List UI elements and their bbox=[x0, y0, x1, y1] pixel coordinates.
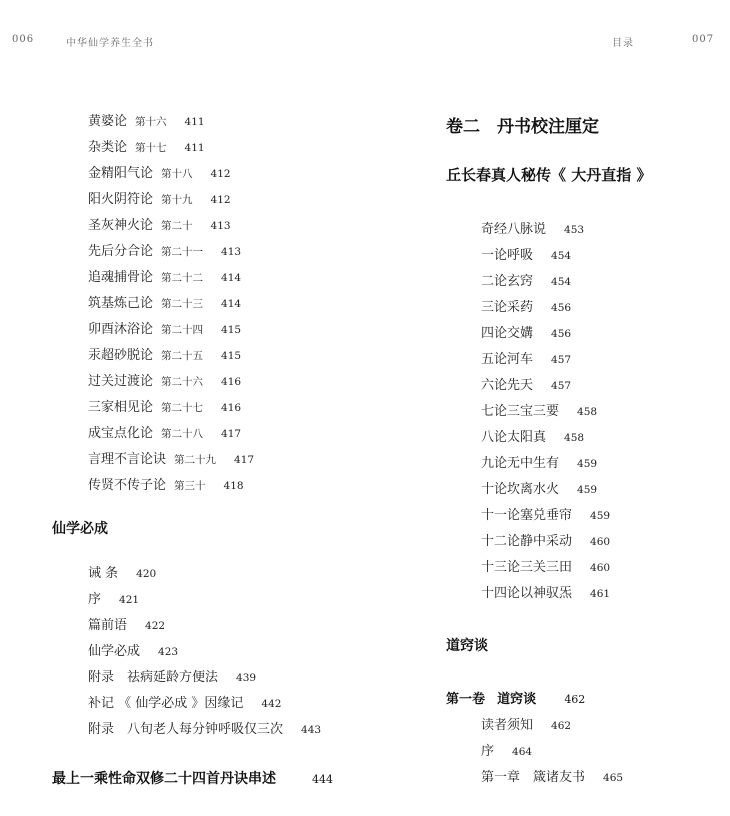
toc-entry bbox=[481, 556, 610, 575]
entry-page-number: 464 bbox=[512, 746, 533, 758]
entry-page-number: 454 bbox=[551, 250, 572, 262]
entry-title: 附录 祛病延龄方便法 bbox=[88, 670, 219, 685]
entry-title: 十论坎离水火 bbox=[481, 482, 560, 497]
entry-chapter: 第二十三 bbox=[161, 298, 204, 310]
entry-title: 五论河车 bbox=[481, 352, 534, 367]
section-title: 最上一乘性命双修二十四首丹诀串述 bbox=[52, 771, 276, 787]
entry-page-number: 456 bbox=[551, 302, 572, 314]
right-page-number: 007 bbox=[692, 34, 715, 45]
entry-page-number: 422 bbox=[145, 620, 166, 632]
entry-page-number: 465 bbox=[603, 772, 624, 784]
page-number: 462 bbox=[564, 693, 586, 706]
toc-entry bbox=[481, 714, 571, 733]
entry-title: 传贤不传子论 bbox=[88, 478, 167, 493]
section-heading-dandan-shuxu bbox=[52, 768, 333, 788]
entry-page-number: 442 bbox=[261, 698, 282, 710]
toc-entry bbox=[481, 766, 623, 785]
entry-chapter: 第二十六 bbox=[161, 376, 204, 388]
toc-entry bbox=[88, 214, 231, 233]
toc-entry bbox=[481, 400, 597, 419]
entry-page-number: 423 bbox=[158, 646, 179, 658]
entry-page-number: 411 bbox=[184, 142, 205, 154]
toc-entry bbox=[88, 588, 139, 607]
toc-entry bbox=[481, 270, 571, 289]
left-page-number: 006 bbox=[12, 34, 35, 45]
toc-entry bbox=[481, 426, 584, 445]
entry-chapter: 第二十五 bbox=[161, 350, 204, 362]
entry-page-number: 418 bbox=[223, 480, 244, 492]
entry-title: 仙学必成 bbox=[88, 644, 141, 659]
entry-page-number: 453 bbox=[564, 224, 585, 236]
entry-title: 附录 八旬老人每分钟呼吸仅三次 bbox=[88, 722, 284, 737]
left-running-title: 中华仙学养生全书 bbox=[66, 38, 154, 49]
book-heading: 丘长春真人秘传《 大丹直指 》 bbox=[446, 166, 652, 184]
entry-page-number: 420 bbox=[136, 568, 157, 580]
entry-page-number: 459 bbox=[577, 484, 598, 496]
entry-title: 序 bbox=[88, 592, 102, 607]
toc-entry bbox=[88, 240, 241, 259]
entry-title: 六论先天 bbox=[481, 378, 534, 393]
toc-entry bbox=[481, 374, 571, 393]
entry-page-number: 412 bbox=[210, 194, 231, 206]
toc-entry bbox=[88, 162, 231, 181]
entry-page-number: 460 bbox=[590, 562, 611, 574]
entry-title: 奇经八脉说 bbox=[481, 222, 547, 237]
entry-page-number: 414 bbox=[221, 272, 242, 284]
volume-one-entry bbox=[446, 688, 585, 707]
entry-title: 篇前语 bbox=[88, 618, 128, 633]
entry-title: 追魂捕骨论 bbox=[88, 270, 154, 285]
volume-label: 第一卷 bbox=[446, 692, 486, 707]
toc-entry bbox=[88, 448, 254, 467]
right-running-title: 目录 bbox=[612, 38, 634, 49]
toc-entry bbox=[88, 640, 178, 659]
toc-entry bbox=[481, 452, 597, 471]
entry-page-number: 458 bbox=[577, 406, 598, 418]
entry-page-number: 443 bbox=[301, 724, 322, 736]
entry-chapter: 第十七 bbox=[135, 142, 167, 154]
entry-page-number: 414 bbox=[221, 298, 242, 310]
entry-page-number: 412 bbox=[210, 168, 231, 180]
entry-title: 十三论三关三田 bbox=[481, 560, 573, 575]
entry-title: 序 bbox=[481, 744, 495, 759]
entry-chapter: 第二十 bbox=[161, 220, 193, 232]
entry-chapter: 第十九 bbox=[161, 194, 193, 206]
entry-page-number: 461 bbox=[590, 588, 611, 600]
toc-entry bbox=[88, 110, 205, 129]
entry-page-number: 459 bbox=[577, 458, 598, 470]
entry-page-number: 413 bbox=[210, 220, 231, 232]
page-number: 444 bbox=[312, 773, 333, 786]
toc-entry bbox=[481, 322, 571, 341]
toc-entry bbox=[88, 292, 241, 311]
toc-entry bbox=[88, 718, 321, 737]
entry-chapter: 第二十七 bbox=[161, 402, 204, 414]
entry-title: 二论玄窍 bbox=[481, 274, 534, 289]
toc-entry bbox=[481, 740, 532, 759]
entry-chapter: 第二十一 bbox=[161, 246, 204, 258]
entry-title: 金精阳气论 bbox=[88, 166, 154, 181]
toc-entry bbox=[88, 188, 231, 207]
toc-entry bbox=[481, 530, 610, 549]
entry-title: 言理不言论诀 bbox=[88, 452, 167, 467]
entry-title: 八论太阳真 bbox=[481, 430, 547, 445]
toc-entry bbox=[88, 370, 241, 389]
volume-title: 道窍谈 bbox=[497, 692, 537, 707]
entry-title: 一论呼吸 bbox=[481, 248, 534, 263]
entry-title: 九论无中生有 bbox=[481, 456, 560, 471]
entry-page-number: 417 bbox=[221, 428, 242, 440]
entry-page-number: 411 bbox=[184, 116, 205, 128]
entry-page-number: 457 bbox=[551, 354, 572, 366]
entry-page-number: 456 bbox=[551, 328, 572, 340]
toc-entry bbox=[88, 692, 281, 711]
toc-entry bbox=[481, 582, 610, 601]
entry-title: 三家相见论 bbox=[88, 400, 154, 415]
entry-title: 汞超砂脱论 bbox=[88, 348, 154, 363]
entry-page-number: 460 bbox=[590, 536, 611, 548]
entry-title: 成宝点化论 bbox=[88, 426, 154, 441]
entry-page-number: 415 bbox=[221, 350, 242, 362]
entry-title: 补记 《 仙学必成 》因缘记 bbox=[88, 696, 244, 711]
entry-title: 杂类论 bbox=[88, 140, 128, 155]
toc-entry bbox=[88, 614, 165, 633]
entry-title: 圣灰神火论 bbox=[88, 218, 154, 233]
toc-entry bbox=[88, 266, 241, 285]
toc-entry bbox=[481, 348, 571, 367]
entry-title: 卯酉沐浴论 bbox=[88, 322, 154, 337]
entry-page-number: 421 bbox=[119, 594, 140, 606]
entry-chapter: 第二十二 bbox=[161, 272, 204, 284]
entry-chapter: 第三十 bbox=[174, 480, 206, 492]
toc-entry bbox=[481, 244, 571, 263]
entry-page-number: 458 bbox=[564, 432, 585, 444]
entry-page-number: 459 bbox=[590, 510, 611, 522]
entry-title: 阳火阴符论 bbox=[88, 192, 154, 207]
toc-entry bbox=[88, 396, 241, 415]
entry-title: 读者须知 bbox=[481, 718, 534, 733]
entry-title: 黄婆论 bbox=[88, 114, 128, 129]
entry-chapter: 第十六 bbox=[135, 116, 167, 128]
entry-title: 三论采药 bbox=[481, 300, 534, 315]
toc-entry bbox=[88, 474, 244, 493]
toc-entry bbox=[481, 478, 597, 497]
entry-chapter: 第十八 bbox=[161, 168, 193, 180]
toc-entry bbox=[88, 666, 256, 685]
entry-title: 十四论以神驭炁 bbox=[481, 586, 573, 601]
entry-title: 先后分合论 bbox=[88, 244, 154, 259]
entry-chapter: 第二十八 bbox=[161, 428, 204, 440]
section-heading-daoqiao-tan: 道窍谈 bbox=[446, 638, 488, 654]
entry-title: 第一章 箴诸友书 bbox=[481, 770, 586, 785]
entry-chapter: 第二十四 bbox=[161, 324, 204, 336]
entry-page-number: 439 bbox=[236, 672, 257, 684]
toc-entry bbox=[88, 136, 205, 155]
entry-page-number: 416 bbox=[221, 376, 242, 388]
toc-entry bbox=[481, 218, 584, 237]
entry-page-number: 416 bbox=[221, 402, 242, 414]
toc-entry bbox=[88, 318, 241, 337]
entry-page-number: 457 bbox=[551, 380, 572, 392]
volume-heading: 卷二 丹书校注厘定 bbox=[446, 117, 599, 137]
section-heading-xianxue-bicheng: 仙学必成 bbox=[52, 521, 108, 537]
entry-title: 十一论塞兑垂帘 bbox=[481, 508, 573, 523]
entry-chapter: 第二十九 bbox=[174, 454, 217, 466]
entry-page-number: 454 bbox=[551, 276, 572, 288]
entry-title: 十二论静中采动 bbox=[481, 534, 573, 549]
entry-title: 筑基炼己论 bbox=[88, 296, 154, 311]
toc-entry bbox=[88, 344, 241, 363]
toc-entry bbox=[88, 562, 156, 581]
entry-page-number: 415 bbox=[221, 324, 242, 336]
entry-title: 四论交媾 bbox=[481, 326, 534, 341]
entry-title: 过关过渡论 bbox=[88, 374, 154, 389]
toc-entry bbox=[481, 296, 571, 315]
entry-page-number: 413 bbox=[221, 246, 242, 258]
toc-entry bbox=[88, 422, 241, 441]
toc-entry bbox=[481, 504, 610, 523]
entry-title: 诫 条 bbox=[88, 566, 119, 581]
entry-page-number: 417 bbox=[234, 454, 255, 466]
entry-title: 七论三宝三要 bbox=[481, 404, 560, 419]
entry-page-number: 462 bbox=[551, 720, 572, 732]
